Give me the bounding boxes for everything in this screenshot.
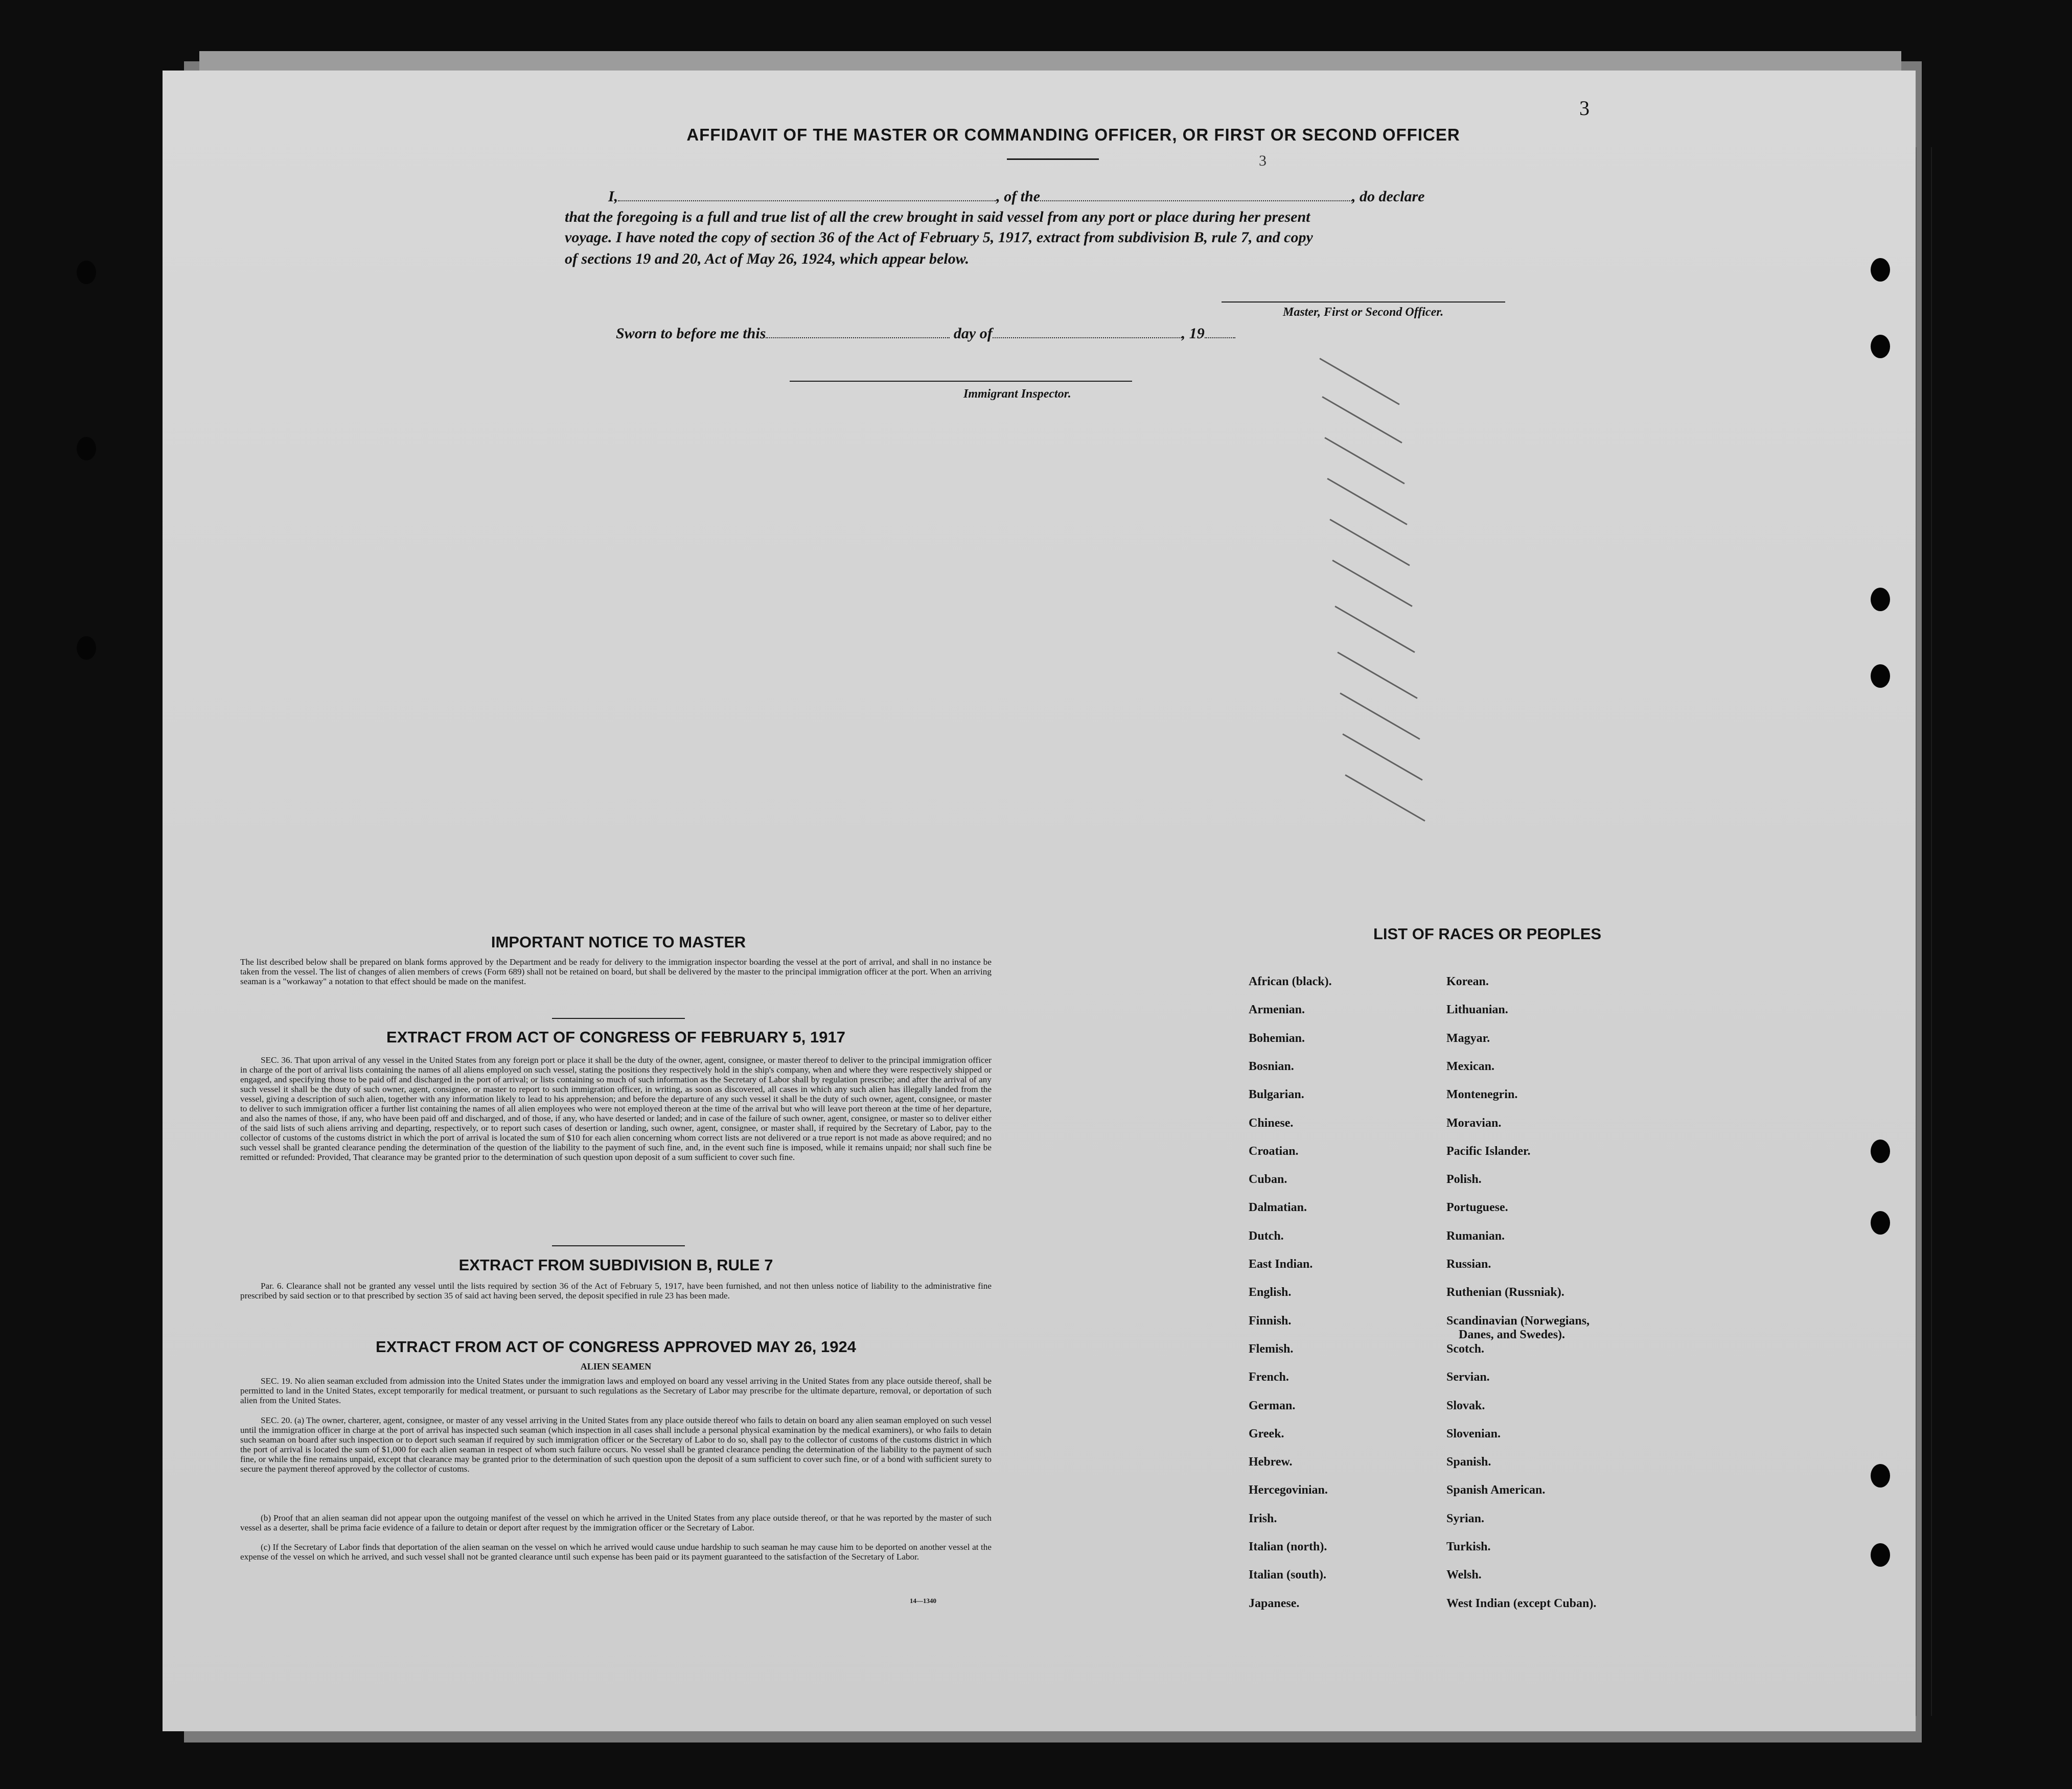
extract-1924-sec19: SEC. 19. No alien seaman excluded from admission into the United States under the immigration laws and employed on board any vessel arriving in the United States from any place outside thereof, shall be permitted to land in the United States, except temporarily for medical treatment, or pursuant to such regulations as the Secretary of Labor may prescribe for the ultimate departure, removal, or deportation of such alien from the United States. [240, 1376, 992, 1405]
punch-hole [1871, 1140, 1890, 1163]
race-item: Polish. [1446, 1173, 1482, 1187]
extract-rule7-text: Par. 6. Clearance shall not be granted any vessel until the lists required by section 36 of the Act of February 5, 1917, have been furnished, and not then unless notice of liability to the administrative fine prescribed by said section or to that prescribed by section 35 of said act having been served, the deposit specified in rule 23 has been made. [240, 1281, 992, 1300]
affidavit-line-2: that the foregoing is a full and true list of all the crew brought in said vessel from any port or place during her present [565, 208, 1310, 225]
race-item: Magyar. [1446, 1031, 1490, 1045]
punch-hole [1871, 588, 1890, 611]
affidavit-line-3: voyage. I have noted the copy of section 36 of the Act of February 5, 1917, extract from subdivision B, rule 7, and copy [565, 229, 1313, 246]
race-item: Scotch. [1446, 1342, 1484, 1356]
race-item: Rumanian. [1446, 1229, 1505, 1243]
race-item: Hercegovinian. [1249, 1483, 1328, 1497]
race-item: Bulgarian. [1249, 1088, 1304, 1102]
extract-1924-sec20c: (c) If the Secretary of Labor finds that deportation of the alien seaman on the vessel on which he arrived would cause undue hardship to such seaman he may cause him to be deported on another vessel at the expense of the vessel on which he arrived, and such vessel shall not be granted clearance until such expense has been paid or its payment guaranteed to the satisfaction of the Secretary of Labor. [240, 1542, 992, 1562]
master-signature-line [1222, 301, 1505, 303]
race-item: French. [1249, 1370, 1289, 1384]
punch-hole [1871, 664, 1890, 688]
extract-1917-text: SEC. 36. That upon arrival of any vessel in the United States from any foreign port or place it shall be the duty of the owner, agent, consignee, or master thereof to deliver to the principal immigration officer in charge of the port of arrival lists containing the names of all aliens employed on such vessel, stating the positions they respectively hold in the ship's company, when and where they were respectively shipped or engaged, and specifying those to be paid off and discharged in the port of arrival; or lists containing so much of such information as the Secretary of Labor shall by regulation prescribe; and after the arrival of any such vessel it shall be the duty of such owner, agent, consignee, or master to report to such immigration officer, in writing, as soon as discovered, all cases in which any such alien has illegally landed from the vessel, giving a description of such alien, together with any information likely to lead to his apprehension; and before the departure of any such vessel it shall be the duty of such owner, agent, consignee, or master to deliver to such immigration officer a further list containing the names of all alien employees who were not employed thereon at the time of the arrival but who will leave port thereon at the time of her departure, and also the names of those, if any, who have been paid off and discharged, and of those, if any, who have deserted or landed; and in case of the failure of such owner, agent, consignee, or master so to deliver either of the said lists of such aliens arriving and departing, respectively, or to report such cases of desertion or landing, such owner, agent, consignee, or master shall, if required by the Secretary of Labor, pay to the collector of customs of the customs district in which the port of arrival is located the sum of $10 for each alien concerning whom correct lists are not delivered or a true report is not made as above required; and no such vessel shall be granted clearance pending the determination of the question of the liability to the payment of such fine, and, in the event such fine is imposed, while it remains unpaid; nor shall such fine be remitted or refunded: Provided, That clearance may be granted prior to the determination of such question upon deposit of a sum sufficient to cover such fine. [240, 1055, 992, 1162]
race-item: Chinese. [1249, 1116, 1294, 1130]
divider [552, 1245, 685, 1246]
race-item: Hebrew. [1249, 1455, 1293, 1469]
race-item: Welsh. [1446, 1568, 1482, 1582]
extract-1924-subtitle: ALIEN SEAMEN [580, 1361, 652, 1372]
race-item: Korean. [1446, 975, 1489, 988]
notice-title: IMPORTANT NOTICE TO MASTER [491, 933, 746, 951]
page-mark: 3 [1259, 152, 1267, 169]
race-item: Moravian. [1446, 1116, 1502, 1130]
divider [552, 1018, 685, 1019]
race-item: Armenian. [1249, 1003, 1305, 1017]
ledger-line [1916, 147, 1917, 1716]
race-item: Bohemian. [1249, 1031, 1305, 1045]
race-item: Cuban. [1249, 1173, 1287, 1187]
race-item: Turkish. [1446, 1540, 1491, 1553]
punch-hole [1871, 258, 1890, 282]
race-item: Croatian. [1249, 1144, 1299, 1158]
punch-hole [77, 437, 96, 460]
race-item: Montenegrin. [1446, 1088, 1518, 1102]
punch-hole [1871, 335, 1890, 358]
punch-hole [1871, 1543, 1890, 1567]
race-item: Italian (south). [1249, 1568, 1327, 1582]
race-item: Syrian. [1446, 1512, 1485, 1525]
race-item: Italian (north). [1249, 1540, 1327, 1553]
divider [1007, 158, 1099, 160]
race-item: English. [1249, 1286, 1292, 1299]
form-number: 14—1340 [910, 1597, 936, 1605]
master-signature-label: Master, First or Second Officer. [1283, 306, 1444, 319]
punch-hole [1871, 1464, 1890, 1488]
race-item: Danes, and Swedes). [1459, 1328, 1565, 1341]
race-item: Pacific Islander. [1446, 1144, 1531, 1158]
race-item: Bosnian. [1249, 1059, 1294, 1073]
race-item: Servian. [1446, 1370, 1490, 1384]
race-item: Lithuanian. [1446, 1003, 1508, 1017]
punch-hole [77, 261, 96, 284]
race-item: Finnish. [1249, 1314, 1292, 1328]
document-page [163, 71, 1916, 1731]
extract-1924-sec20a: SEC. 20. (a) The owner, charterer, agent, consignee, or master of any vessel arriving in the United States from any place outside thereof who fails to detain on board any alien seaman employed on such vessel until the immigration officer in charge at the port of arrival has inspected such seaman (which inspection in all cases shall include a personal physical examination by the medical examiners), or who fails to detain such seaman on board after such inspection or to deport such seaman if required by such immigration officer or the Secretary of Labor to do so, shall pay to the collector of customs of the customs district in which the port of arrival is located the sum of $1,000 for each alien seaman in respect of whom such failure occurs. No vessel shall be granted clearance pending the determination of the liability to the payment of such fine, or while the fine remains unpaid, except that clearance may be granted prior to the determination of such question upon the deposit of a sum sufficient to cover such fine, or of a bond with sufficient surety to secure the payment thereof approved by the collector of customs. [240, 1415, 992, 1474]
race-item: Russian. [1446, 1258, 1491, 1271]
corner-mark: 3 [1579, 97, 1590, 120]
race-item: Ruthenian (Russniak). [1446, 1286, 1564, 1299]
race-item: African (black). [1249, 975, 1332, 988]
extract-1924-sec20b: (b) Proof that an alien seaman did not appear upon the outgoing manifest of the vessel on which he arrived in the United States from any place outside thereof, or that he was reported by the master of such vessel as a deserter, shall be prima facie evidence of a failure to detain or deport after request by the immigration officer or the Secretary of Labor. [240, 1513, 992, 1532]
race-item: Slovak. [1446, 1399, 1485, 1412]
affidavit-line-4: of sections 19 and 20, Act of May 26, 1924, which appear below. [565, 250, 970, 267]
race-item: Dutch. [1249, 1229, 1284, 1243]
race-item: Flemish. [1249, 1342, 1294, 1356]
ledger-line [1931, 147, 1932, 1716]
inspector-signature-label: Immigrant Inspector. [963, 387, 1071, 401]
affidavit-line-1: I, , of the , do declare [608, 188, 1425, 205]
race-item: East Indian. [1249, 1258, 1313, 1271]
sworn-line: Sworn to before me this day of , 19 [616, 325, 1235, 342]
race-item: Japanese. [1249, 1596, 1300, 1610]
race-item: Greek. [1249, 1427, 1284, 1441]
race-item: Irish. [1249, 1512, 1277, 1525]
extract-rule7-title: EXTRACT FROM SUBDIVISION B, RULE 7 [458, 1256, 773, 1274]
race-item: Scandinavian (Norwegians, [1446, 1314, 1590, 1328]
extract-1917-title: EXTRACT FROM ACT OF CONGRESS OF FEBRUARY 5, 1917 [386, 1028, 845, 1046]
race-item: German. [1249, 1399, 1296, 1412]
notice-text: The list described below shall be prepared on blank forms approved by the Department and be ready for delivery to the immigration inspector boarding the vessel at the port of arrival, and shall in no instance be taken from the vessel. The list of changes of alien members of crews (Form 689) shall not be retained on board, but shall be delivered by the master to the principal immigration officer at the port. When an arriving seaman is a "workaway" a notation to that effect should be made on the manifest. [240, 957, 992, 986]
race-item: Slovenian. [1446, 1427, 1501, 1441]
race-item: Spanish. [1446, 1455, 1491, 1469]
extract-1924-title: EXTRACT FROM ACT OF CONGRESS APPROVED MAY 26, 1924 [376, 1338, 856, 1356]
affidavit-title: AFFIDAVIT OF THE MASTER OR COMMANDING OFFICER, OR FIRST OR SECOND OFFICER [686, 125, 1460, 144]
punch-hole [1871, 1211, 1890, 1235]
punch-hole [77, 636, 96, 660]
races-title: LIST OF RACES OR PEOPLES [1373, 925, 1602, 943]
race-item: Dalmatian. [1249, 1201, 1307, 1215]
race-item: Spanish American. [1446, 1483, 1546, 1497]
race-item: West Indian (except Cuban). [1446, 1596, 1597, 1610]
race-item: Mexican. [1446, 1059, 1494, 1073]
inspector-signature-line [790, 381, 1132, 382]
race-item: Portuguese. [1446, 1201, 1508, 1215]
